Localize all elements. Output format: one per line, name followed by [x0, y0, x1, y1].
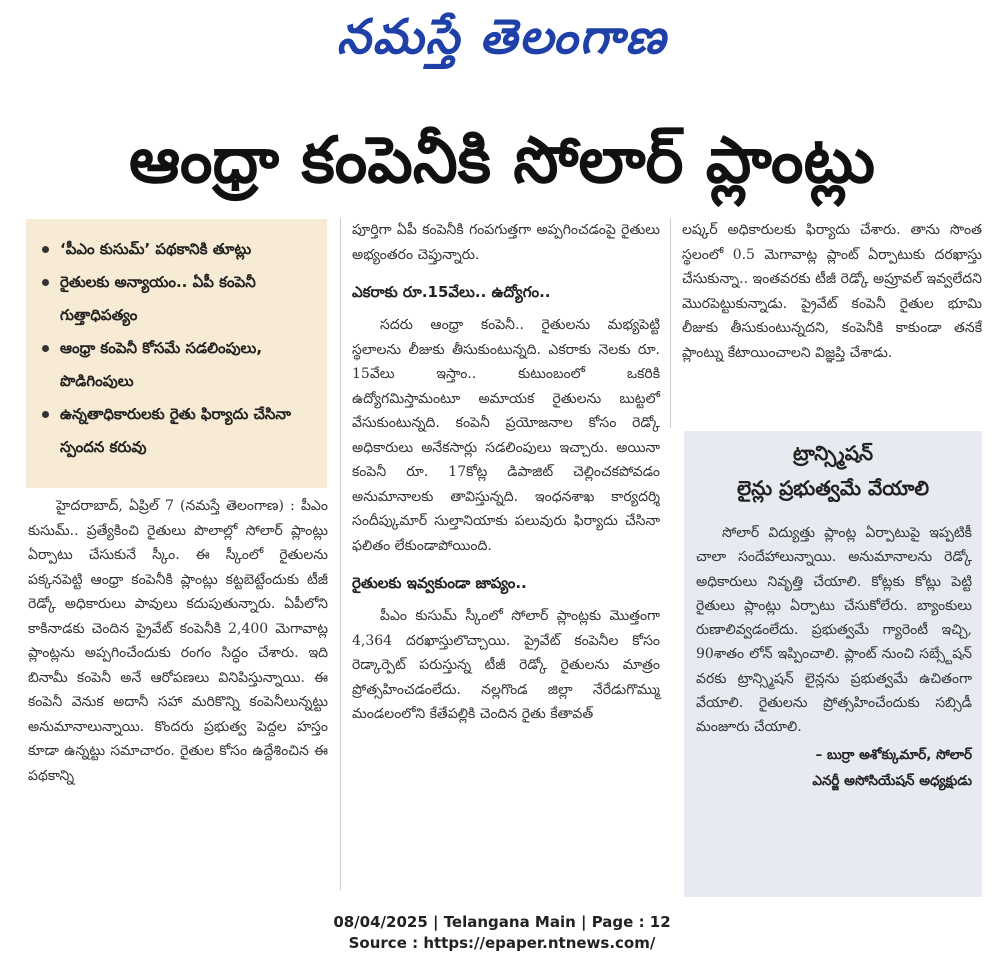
highlight-item: ‘పీఎం కుసుమ్’ పథకానికి తూట్లు — [40, 233, 321, 266]
column-divider — [340, 218, 341, 890]
subheading: రైతులకు ఇవ్వకుండా జాప్యం.. — [352, 574, 527, 592]
paragraph: పీఎం కుసుమ్ స్కీంలో సోలార్ ప్లాంట్లకు మొత్తంగా 4,364 దరఖాస్తులొచ్చాయి. ప్రైవేట్ కంపెనీల కోసం రెడ్కార్పెట్ పరుస్తున్న టీజీ రెడ్కో రైతులను మాత్రం ప్రోత్సహించడంలేదు. నల్లగొండ జిల్లా నేరేడుగొమ్ము మండలంలోని కేతేపల్లికి చెందిన రైతు కేతావత్ — [352, 608, 660, 722]
paragraph: లష్కర్ అధికారులకు ఫిర్యాదు చేశారు. తాను సొంత స్థలంలో 0.5 మెగావాట్ల ప్లాంట్ ఏర్పాటుకు దరఖాస్తు చేసుకున్నా.. ఇంతవరకు టీజీ రెడ్కో అప్రూవల్ ఇవ్వలేదని మొరపెట్టుకున్నాడు. ప్రైవేట్ కంపెనీ రైతుల భూమి లీజుకు తీసుకుంటున్నదని, కంపెనీకి కాకుండా తనకే ప్లాంట్ను కేటాయించాలని విజ్ఞప్తి చేశాడు. — [682, 222, 982, 361]
footer — [0, 912, 1004, 954]
subheading: ఎకరాకు రూ.15వేలు.. ఉద్యోగం.. — [352, 283, 551, 301]
footer-source-line: Source : https://epaper.ntnews.com/ — [348, 934, 656, 952]
quote-attribution — [696, 742, 972, 794]
quote-box-title — [684, 436, 982, 506]
highlight-item: రైతులకు అన్యాయం.. ఏపీ కంపెనీ గుత్తాధిపత్యం — [40, 266, 321, 332]
masthead: నమస్తే తెలంగాణ — [336, 9, 668, 65]
paragraph: హైదరాబాద్, ఏప్రిల్ 7 (నమస్తే తెలంగాణ) : పీఎం కుసుమ్.. ప్రత్యేకించి రైతులు పొలాల్లో సోలార్ ప్లాంట్లు ఏర్పాటు చేసుకునే స్కీం. ఈ స్కీంలో రైతులను పక్కనపెట్టి ఆంధ్రా కంపెనీకి ప్లాంట్లు కట్టబెట్టేందుకు టీజీ రెడ్కో అధికారులు పావులు కదుపుతున్నారు. ఏపీలోని కాకినాడకు చెందిన ప్రైవేట్ కంపెనీకి 2,400 మెగావాట్ల ప్లాంట్లను అప్పగించేందుకు రంగం సిద్ధం చేశారు. ఇది బినామీ కంపెనీ అనే ఆరోపణలు వినిపిస్తున్నాయి. ఈ కంపెనీ వెనుక అదానీ సహా మరికొన్ని కంపెనీలున్నట్టు అనుమానాలున్నాయి. కొందరు ప్రభుత్వ పెద్దల హస్తం కూడా ఉన్నట్టు సమాచారం. రైతుల కోసం ఉద్దేశించిన ఈ పథకాన్ని — [28, 498, 328, 784]
highlights-box — [26, 219, 327, 488]
article-column-2 — [352, 218, 660, 727]
footer-date-line: 08/04/2025 | Telangana Main | Page : 12 — [333, 913, 671, 931]
paragraph: సోలార్ విద్యుత్తు ప్లాంట్ల ఏర్పాటుపై ఇప్పటికీ చాలా సందేహాలున్నాయి. అనుమానాలను రెడ్కో అధికారులు నివృత్తి చేయాలి. కోట్లకు కోట్లు పెట్టి రైతులు ప్లాంట్లు ఏర్పాటు చేసుకోలేరు. బ్యాంకులు రుణాలివ్వడంలేదు. ప్రభుత్వమే గ్యారెంటీ ఇచ్చి, 90శాతం లోన్ ఇప్పించాలి. ప్లాంట్ నుంచి సబ్స్టేషన్ వరకు ట్రాన్స్మిషన్ లైన్లను ప్రభుత్వమే ఉచితంగా వేయాలి. రైతులను ప్రోత్సహించేందుకు సబ్సిడీ మంజూరు చేయాలి. — [696, 525, 972, 736]
paragraph: పూర్తిగా ఏపీ కంపెనీకి గంపగుత్తగా అప్పగించడంపై రైతులు అభ్యంతరం చెప్తున్నారు. — [352, 222, 660, 263]
headline: ఆంధ్రా కంపెనీకి సోలార్ ప్లాంట్లు — [128, 124, 875, 198]
column-divider — [670, 218, 671, 428]
highlight-item: ఆంధ్రా కంపెనీ కోసమే సడలింపులు, పొడిగింపులు — [40, 332, 321, 398]
attribution-line: ఎనర్జీ అసోసియేషన్ అధ్యక్షుడు — [812, 772, 972, 789]
article-column-1 — [28, 494, 328, 788]
attribution-line: – బుర్రా అశోక్కుమార్, సోలార్ — [815, 746, 972, 763]
highlights-list — [26, 219, 327, 464]
quote-box-body — [696, 521, 972, 794]
article-column-3 — [682, 218, 982, 365]
quote-box-title-line: ట్రాన్స్మిషన్ — [793, 441, 873, 465]
paragraph: సదరు ఆంధ్రా కంపెనీ.. రైతులను మభ్యపెట్టి స్థలాలను లీజుకు తీసుకుంటున్నది. ఎకరాకు నెలకు రూ. 15వేలు ఇస్తాం.. కుటుంబంలో ఒకరికి ఉద్యోగమిస్తామంటూ అమాయక రైతులను బుట్టలో వేసుకుంటున్నది. కంపెనీ ప్రయోజనాల కోసం రెడ్కో అధికారులు అనేకసార్లు సడలింపులు ఇచ్చారు. అయినా కంపెనీ రూ. 17కోట్ల డిపాజిట్ చెల్లించకపోవడం అనుమానాలకు తావిస్తున్నది. ఇంధనశాఖ కార్యదర్శి సందీప్కుమార్ సుల్తానియాకు పలువురు ఫిర్యాదు చేసినా ఫలితం లేకుండాపోయింది. — [352, 317, 660, 554]
highlight-item: ఉన్నతాధికారులకు రైతు ఫిర్యాదు చేసినా స్పందన కరువు — [40, 398, 321, 464]
quote-box-title-line: లైన్లు ప్రభుత్వమే వేయాలి — [736, 476, 929, 500]
